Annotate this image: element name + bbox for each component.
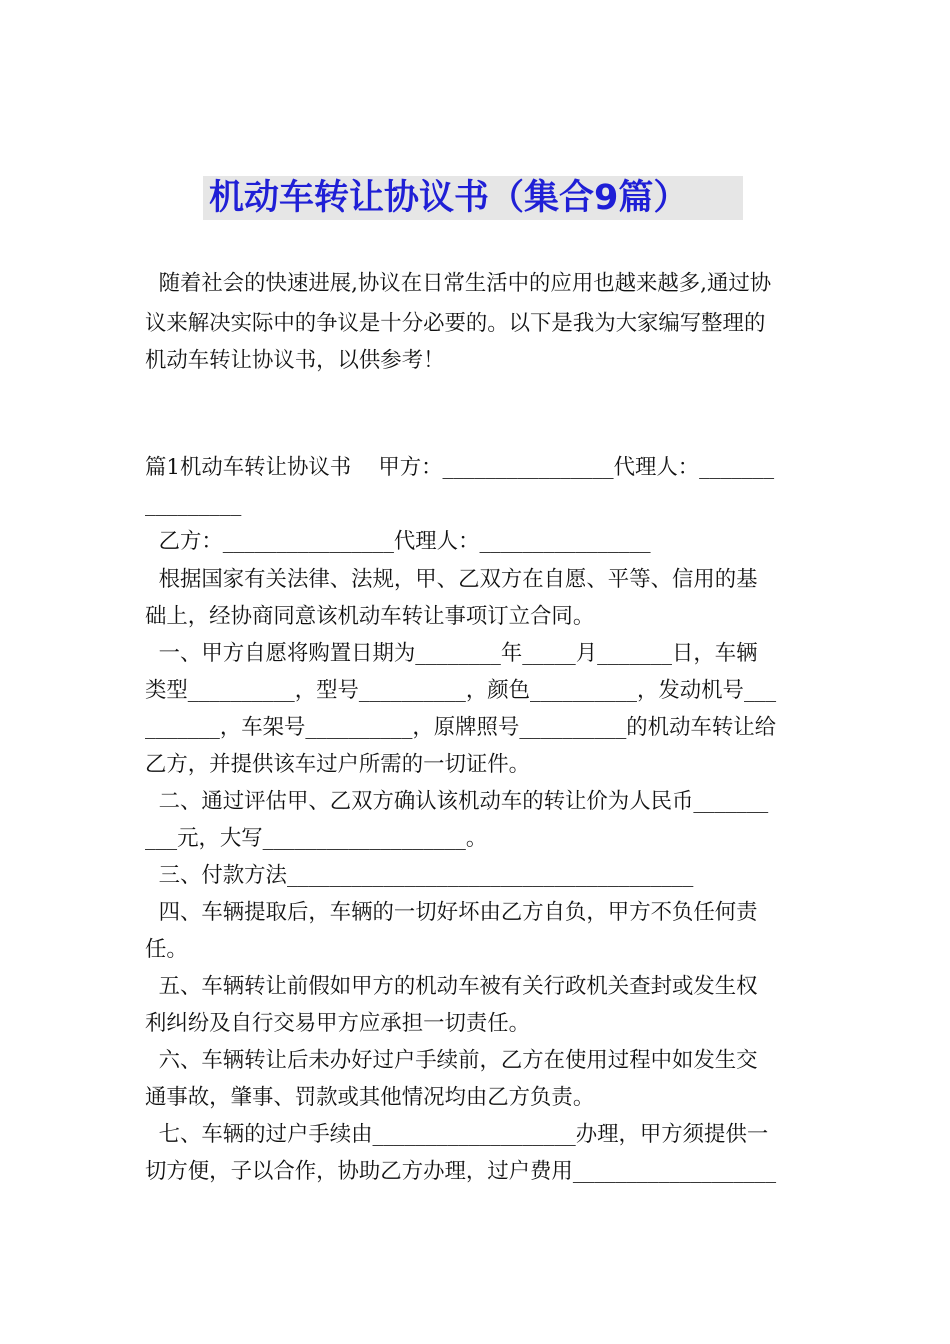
body-line: 二、通过评估甲、乙双方确认该机动车的转让价为人民币_______ (145, 789, 769, 814)
body-line: 任。 (145, 937, 188, 962)
body-line: 乙方，并提供该车过户所需的一切证件。 (145, 752, 531, 777)
body-line: 利纠纷及自行交易甲方应承担一切责任。 (145, 1011, 531, 1036)
body-line: 五、车辆转让前假如甲方的机动车被有关行政机关查封或发生权 (145, 974, 758, 999)
body-line: 乙方：________________代理人：________________ (145, 529, 651, 554)
body-line: 通事故，肇事、罚款或其他情况均由乙方负责。 (145, 1085, 595, 1110)
document-title: 机动车转让协议书（集合9篇） (203, 176, 743, 220)
body-line: 三、付款方法______________________________________ (145, 863, 694, 888)
intro-line: 机动车转让协议书，以供参考！ (145, 348, 445, 373)
body-line: 六、车辆转让后未办好过户手续前，乙方在使用过程中如发生交 (145, 1048, 758, 1073)
body-line: 础上，经协商同意该机动车转让事项订立合同。 (145, 604, 595, 629)
body-line: 类型__________，型号__________，颜色__________，发动机号___ (145, 678, 777, 703)
body-line: 根据国家有关法律、法规，甲、乙双方在自愿、平等、信用的基 (145, 567, 758, 592)
body-line: 七、车辆的过户手续由___________________办理，甲方须提供一 (145, 1122, 769, 1147)
body-line: 四、车辆提取后，车辆的一切好坏由乙方自负，甲方不负任何责 (145, 900, 758, 925)
intro-line: 随着社会的快速进展,协议在日常生活中的应用也越来越多,通过协 (145, 271, 772, 296)
body-line-heading: 篇1机动车转让协议书 甲方：________________代理人：_______ (145, 455, 775, 480)
body-line: _________ (145, 492, 242, 517)
body-line: ___元，大写___________________。 (145, 826, 488, 851)
body-line: 一、甲方自愿将购置日期为________年_____月_______日，车辆 (145, 641, 758, 666)
intro-line: 议来解决实际中的争议是十分必要的。以下是我为大家编写整理的 (145, 311, 766, 336)
body-line: _______，车架号__________，原牌照号__________的机动车转让给 (145, 715, 777, 740)
body-line: 切方便，子以合作，协助乙方办理，过户费用___________________ (145, 1159, 777, 1184)
